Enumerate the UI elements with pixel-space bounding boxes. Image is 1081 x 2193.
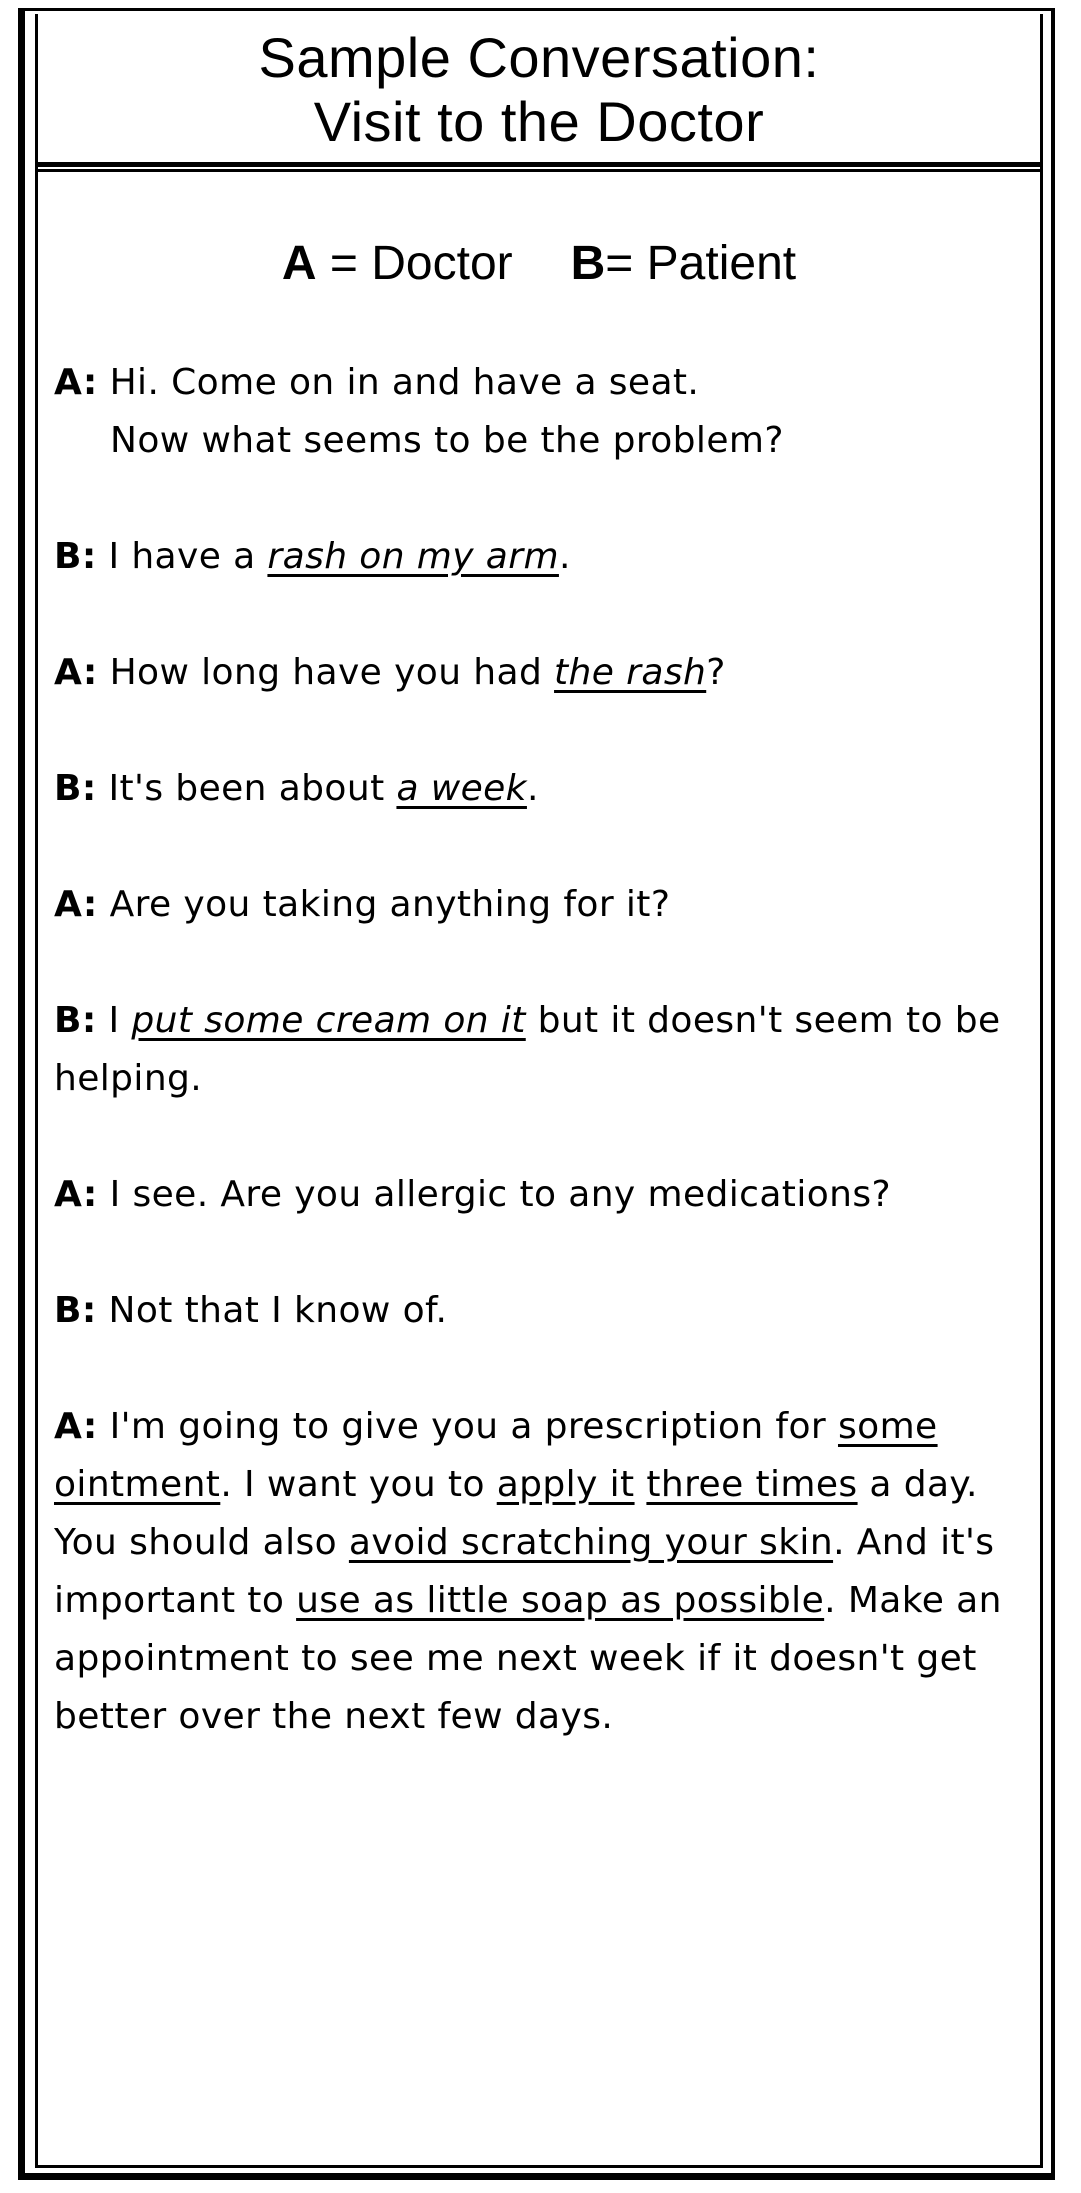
role-a-text: = Doctor xyxy=(316,237,513,290)
dialog-turn xyxy=(54,644,1026,702)
role-b-key: B xyxy=(570,237,606,290)
turn-text: Not that I know of. xyxy=(96,1290,448,1331)
page-frame xyxy=(18,8,1055,2180)
turn-emphasis: the rash xyxy=(554,652,707,693)
frame-inner xyxy=(35,14,1043,2168)
title-line-1: Sample Conversation: xyxy=(258,26,820,89)
turn-text: . I want you to xyxy=(220,1464,497,1505)
dialog xyxy=(54,354,1026,1804)
dialog-turn xyxy=(54,1166,1026,1224)
roles-legend xyxy=(38,236,1040,292)
speaker-label: B: xyxy=(54,768,97,809)
title-box xyxy=(38,14,1040,167)
speaker-label: A: xyxy=(54,362,98,403)
turn-text: ? xyxy=(706,652,726,693)
turn-text: . xyxy=(558,536,571,577)
dialog-turn xyxy=(54,992,1026,1108)
speaker-label: B: xyxy=(54,1000,97,1041)
turn-text: I see. Are you allergic to any medications? xyxy=(97,1174,892,1215)
turn-text: Are you taking anything for it? xyxy=(97,884,671,925)
dialog-turn xyxy=(54,1282,1026,1340)
role-b-text: = Patient xyxy=(605,237,797,290)
turn-text: How long have you had xyxy=(97,652,555,693)
turn-underline: some ointment xyxy=(54,1406,938,1505)
turn-text: a day. You should also xyxy=(54,1464,978,1563)
turn-text: I xyxy=(96,1000,132,1041)
turn-text: but it doesn't seem to be helping. xyxy=(54,1000,1001,1099)
turn-underline: three times xyxy=(646,1464,858,1505)
turn-text: Hi. Come on in and have a seat. xyxy=(97,362,700,403)
turn-text xyxy=(635,1464,647,1505)
speaker-label: A: xyxy=(54,652,98,693)
turn-underline: avoid scratching your skin xyxy=(348,1522,834,1563)
role-a-key: A xyxy=(281,237,317,290)
turn-text: It's been about xyxy=(96,768,397,809)
turn-text: . Make an appointment to see me next week if it doesn't get better over the next few days. xyxy=(54,1580,1002,1737)
dialog-turn xyxy=(54,760,1026,818)
turn-text-line2: Now what seems to be the problem? xyxy=(110,420,784,461)
turn-text: . And it's important to xyxy=(54,1522,995,1621)
dialog-turn xyxy=(54,354,1026,470)
turn-emphasis: rash on my arm xyxy=(267,536,559,577)
turn-text: I'm going to give you a prescription for xyxy=(97,1406,838,1447)
turn-emphasis: put some cream on it xyxy=(131,1000,526,1041)
speaker-label: B: xyxy=(54,1290,97,1331)
turn-text: . xyxy=(526,768,539,809)
speaker-label: A: xyxy=(54,1406,98,1447)
dialog-turn xyxy=(54,1398,1026,1746)
title-separator xyxy=(38,169,1040,172)
title-line-2: Visit to the Doctor xyxy=(313,90,765,153)
dialog-turn xyxy=(54,876,1026,934)
turn-text: I have a xyxy=(96,536,268,577)
dialog-turn xyxy=(54,528,1026,586)
turn-emphasis: a week xyxy=(396,768,527,809)
speaker-label: A: xyxy=(54,884,98,925)
speaker-label: B: xyxy=(54,536,97,577)
turn-underline: use as little soap as possible xyxy=(296,1580,825,1621)
speaker-label: A: xyxy=(54,1174,98,1215)
turn-underline: apply it xyxy=(496,1464,635,1505)
